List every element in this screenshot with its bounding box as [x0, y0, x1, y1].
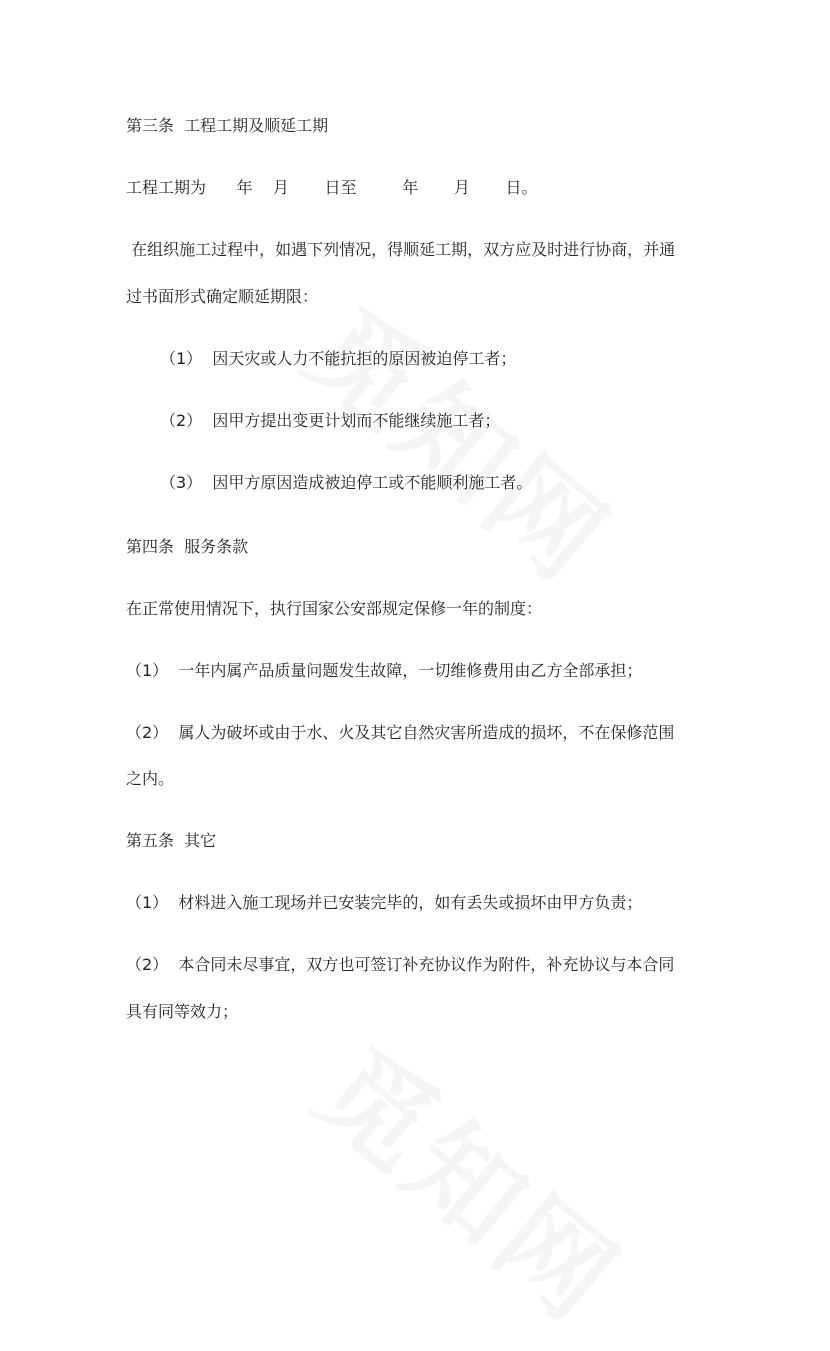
article5-heading: 第五条 其它 [126, 831, 217, 850]
article4-heading: 第四条 服务条款 [126, 537, 249, 556]
article3-item-3: （3） 因甲方原因造成被迫停工或不能顺利施工者。 [160, 473, 533, 492]
article3-intro-line1: 在组织施工过程中，如遇下列情况，得顺延工期，双方应及时进行协商，并通 [126, 240, 676, 259]
article4-intro: 在正常使用情况下，执行国家公安部规定保修一年的制度： [126, 599, 543, 618]
article3-item-1: （1） 因天灾或人力不能抗拒的原因被迫停工者； [160, 349, 517, 368]
article4-item-1: （1） 一年内属产品质量问题发生故障，一切维修费用由乙方全部承担； [126, 661, 643, 680]
article5-item-2-line1: （2） 本合同未尽事宜，双方也可签订补充协议作为附件，补充协议与本合同 [126, 955, 675, 974]
article3-heading: 第三条 工程工期及顺延工期 [126, 116, 329, 135]
article3-item-2: （2） 因甲方提出变更计划而不能继续施工者； [160, 411, 501, 430]
watermark-text-bottom [290, 1007, 658, 1351]
article5-item-2-line2: 具有同等效力； [126, 1002, 239, 1021]
watermark-text [280, 267, 648, 612]
article4-item-2-line1: （2） 属人为破坏或由于水、火及其它自然灾害所造成的损坏，不在保修范围 [126, 723, 675, 742]
article4-item-2-line2: 之内。 [126, 769, 175, 788]
article3-period: 工程工期为 年 月 日至 年 月 日。 [126, 178, 538, 197]
article3-intro-line2: 过书面形式确定顺延期限： [126, 287, 319, 306]
article5-item-1: （1） 材料进入施工现场并已安装完毕的，如有丢失或损坏由甲方负责； [126, 893, 643, 912]
